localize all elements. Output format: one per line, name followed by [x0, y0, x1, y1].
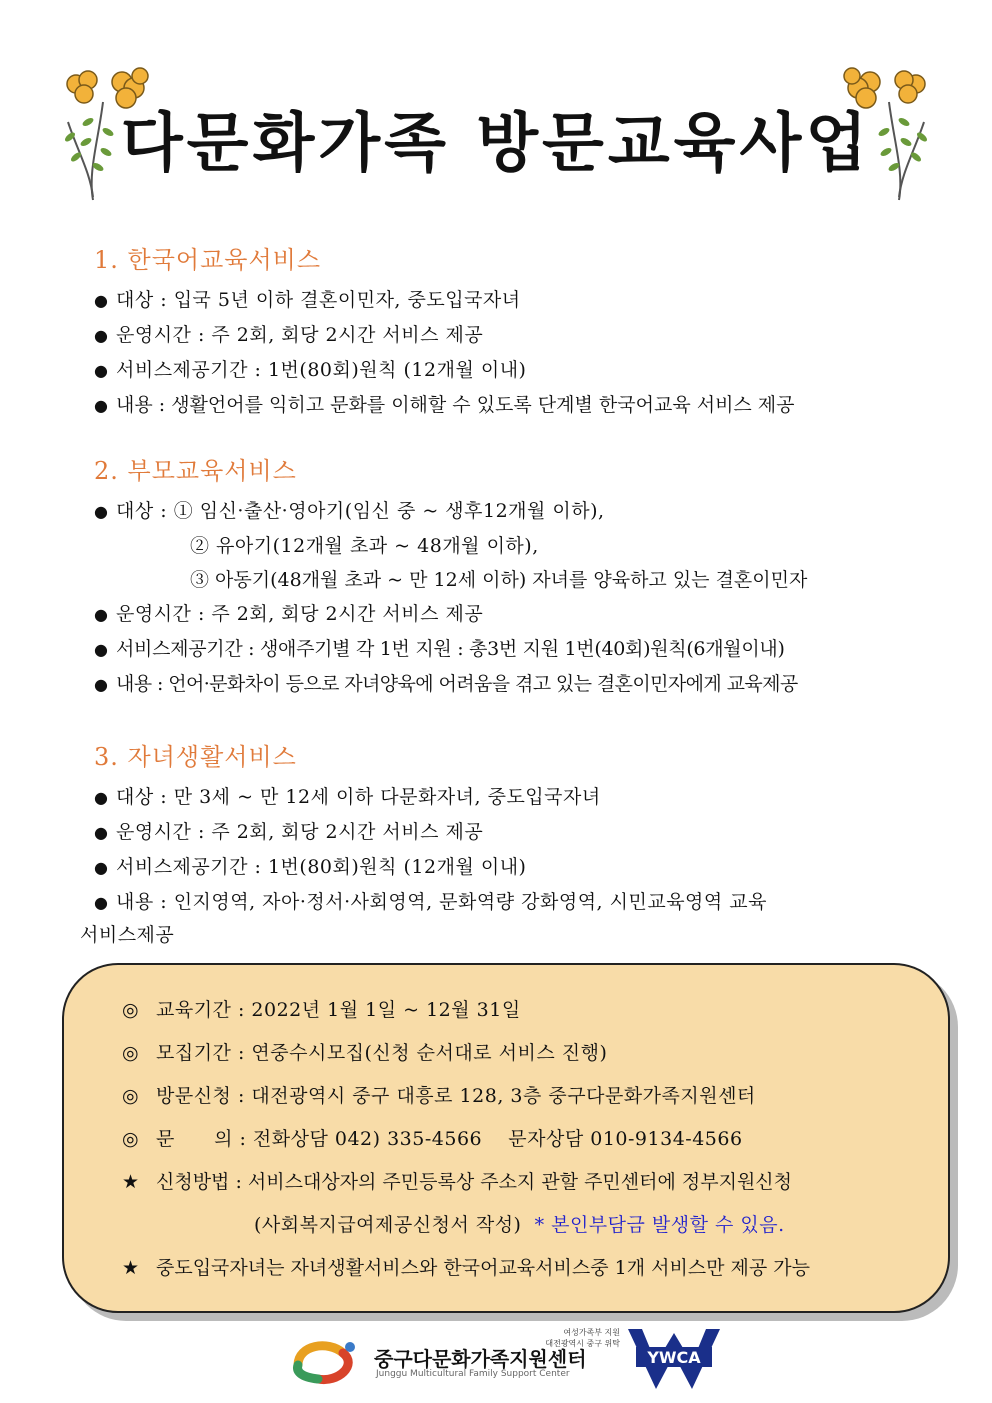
list-item-continuation: ② 유아기(12개월 초과 ~ 48개월 이하),	[190, 535, 539, 557]
apply-method-sub	[254, 1210, 785, 1237]
section-korean-education	[94, 243, 914, 423]
center-logo-icon	[288, 1335, 368, 1385]
org-name: 중구다문화가족지원센터	[374, 1347, 587, 1371]
section-heading: 2. 부모교육서비스	[94, 457, 297, 485]
list-item	[94, 850, 914, 885]
section-parent-education	[94, 454, 914, 702]
apply-note: * 본인부담금 발생할 수 있음.	[534, 1214, 785, 1236]
section-heading: 1. 한국어교육서비스	[94, 246, 321, 274]
list-item-continuation: ③ 아동기(48개월 초과 ~ 만 12세 이하) 자녀를 양육하고 있는 결혼이민자	[190, 569, 808, 591]
footer	[0, 1325, 992, 1395]
support-line: 여성가족부 지원	[563, 1328, 620, 1337]
notice	[122, 1253, 810, 1280]
bullet-icon: ●	[94, 640, 108, 659]
bullet-icon: ●	[94, 605, 109, 624]
notice-text: 중도입국자녀는 자녀생활서비스와 한국어교육서비스중 1개 서비스만 제공 가능	[156, 1257, 811, 1279]
bullet-icon: ●	[94, 788, 109, 807]
bullet-icon: ●	[94, 502, 109, 521]
visit-apply	[122, 1081, 756, 1108]
bullet-icon: ●	[94, 396, 108, 415]
star-icon: ★	[122, 1257, 140, 1279]
list-item-continuation: 서비스제공	[80, 924, 175, 946]
visit-apply-text: 방문신청 : 대전광역시 중구 대흥로 128, 3층 중구다문화가족지원센터	[156, 1085, 756, 1107]
list-item-text: 서비스제공기간 : 1번(80회)원칙 (12개월 이내)	[116, 856, 527, 878]
list-item	[94, 632, 914, 667]
double-circle-icon: ◎	[122, 1085, 140, 1107]
list-item	[94, 494, 914, 529]
education-period	[122, 995, 521, 1022]
list-item	[94, 667, 914, 702]
list-item-text: 내용 : 언어·문화차이 등으로 자녀양육에 어려움을 겪고 있는 결혼이민자에게 교육제공	[116, 673, 798, 695]
double-circle-icon: ◎	[122, 1042, 140, 1064]
list-item	[94, 353, 914, 388]
section-child-life	[94, 740, 914, 920]
recruit-period	[122, 1038, 607, 1065]
bullet-icon: ●	[94, 675, 108, 694]
apply-method	[122, 1167, 792, 1194]
support-line: 대전광역시 중구 위탁	[545, 1339, 620, 1348]
list-item	[94, 388, 914, 423]
bullet-icon: ●	[94, 291, 109, 310]
list-item-text: 운영시간 : 주 2회, 회당 2시간 서비스 제공	[116, 821, 484, 843]
list-item-text: 운영시간 : 주 2회, 회당 2시간 서비스 제공	[116, 324, 484, 346]
list-item-text: 내용 : 생활언어를 익히고 문화를 이해할 수 있도록 단계별 한국어교육 서비스 제공	[116, 394, 795, 416]
org-english-name: Junggu Multicultural Family Support Center	[376, 1369, 570, 1379]
ywca-logo-icon	[626, 1327, 722, 1391]
list-item-text: 운영시간 : 주 2회, 회당 2시간 서비스 제공	[116, 603, 484, 625]
bullet-icon: ●	[94, 361, 109, 380]
list-item-text: 서비스제공기간 : 생애주기별 각 1번 지원 : 총3번 지원 1번(40회)원칙(6개월이내)	[116, 638, 785, 660]
ywca-text: YWCA	[647, 1348, 701, 1367]
star-icon: ★	[122, 1171, 140, 1193]
inquiry	[122, 1124, 743, 1151]
apply-method-sub-text: (사회복지급여제공신청서 작성)	[254, 1214, 522, 1236]
list-item-text: 내용 : 인지영역, 자아·정서·사회영역, 문화역량 강화영역, 시민교육영역 교육	[116, 891, 767, 913]
inquiry-text: 문 의 : 전화상담 042) 335-4566 문자상담 010-9134-4566	[156, 1128, 743, 1150]
section-heading: 3. 자녀생활서비스	[94, 743, 297, 771]
list-item-text: 서비스제공기간 : 1번(80회)원칙 (12개월 이내)	[116, 359, 527, 381]
double-circle-icon: ◎	[122, 999, 140, 1021]
apply-method-text: 신청방법 : 서비스대상자의 주민등록상 주소지 관할 주민센터에 정부지원신청	[156, 1171, 793, 1193]
list-item	[94, 283, 914, 318]
bullet-icon: ●	[94, 893, 109, 912]
list-item-text: 대상 : 입국 5년 이하 결혼이민자, 중도입국자녀	[116, 289, 521, 311]
info-box	[62, 963, 950, 1313]
double-circle-icon: ◎	[122, 1128, 140, 1150]
list-item	[94, 815, 914, 850]
list-item	[94, 318, 914, 353]
list-item-text: 대상 : ① 임신·출산·영아기(임신 중 ~ 생후12개월 이하),	[116, 500, 605, 522]
bullet-icon: ●	[94, 823, 109, 842]
bullet-icon: ●	[94, 326, 109, 345]
education-period-text: 교육기간 : 2022년 1월 1일 ~ 12월 31일	[156, 999, 521, 1021]
list-item	[94, 597, 914, 632]
list-item	[94, 885, 914, 920]
page-title: 다문화가족 방문교육사업	[120, 107, 872, 181]
bullet-icon: ●	[94, 858, 109, 877]
list-item	[94, 780, 914, 815]
list-item-text: 대상 : 만 3세 ~ 만 12세 이하 다문화자녀, 중도입국자녀	[116, 786, 601, 808]
recruit-period-text: 모집기간 : 연중수시모집(신청 순서대로 서비스 진행)	[156, 1042, 608, 1064]
